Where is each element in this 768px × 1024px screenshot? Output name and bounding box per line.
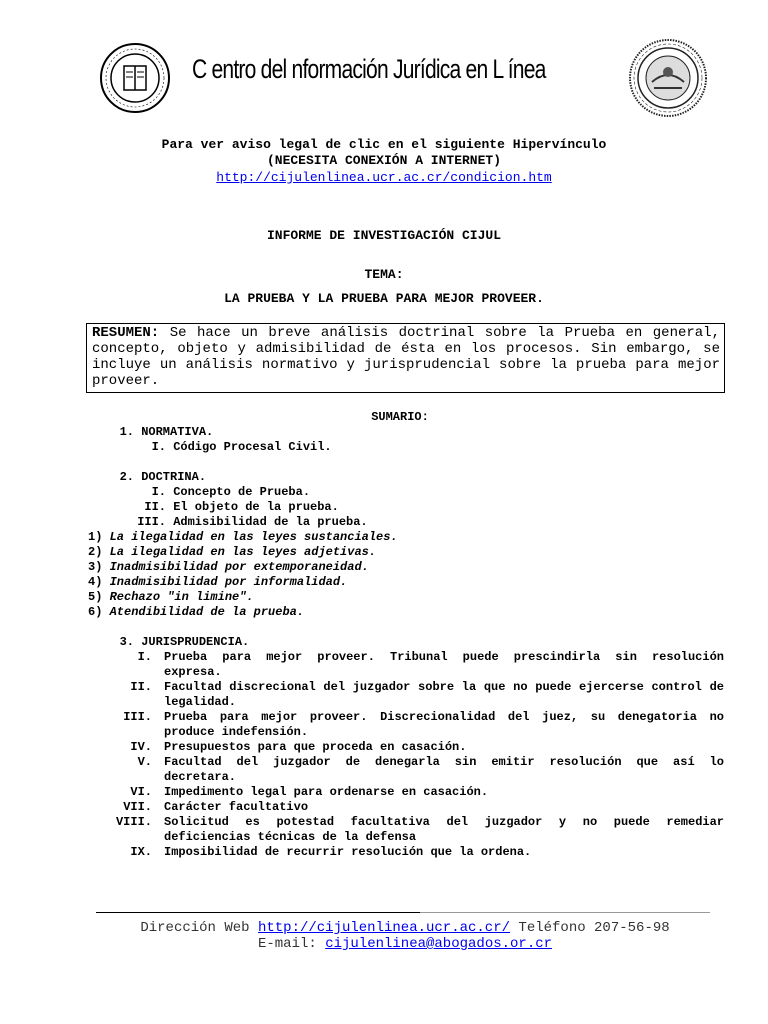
- footer-web-link[interactable]: http://cijulenlinea.ucr.ac.cr/: [257, 920, 511, 936]
- universidad-seal-icon: [628, 38, 708, 118]
- list-item: [92, 515, 724, 530]
- colegio-abogados-seal-icon: [99, 42, 171, 114]
- sub-item: [88, 605, 720, 620]
- item-text: Código Procesal Civil.: [173, 440, 332, 454]
- item-number: IV.: [130, 740, 152, 754]
- item-number: I.: [151, 485, 166, 499]
- resumen-label: RESUMEN:: [92, 325, 160, 341]
- sumario-list: [88, 425, 724, 860]
- section-number: 1.: [119, 425, 134, 439]
- sub-item-number: 1): [88, 530, 103, 544]
- section-normativa: [92, 425, 724, 440]
- item-text: Imposibilidad de recurrir resolución que la ordena.: [164, 845, 532, 859]
- list-item: [92, 800, 724, 815]
- footer-web-line: [0, 920, 768, 936]
- footer-web-label: Dirección Web: [140, 920, 250, 936]
- footer-email-link[interactable]: cijulenlinea@abogados.or.cr: [325, 936, 553, 952]
- item-number: VII.: [123, 800, 152, 814]
- list-item: [92, 845, 724, 860]
- section-number: 2.: [119, 470, 134, 484]
- legal-notice-link-wrap: [0, 170, 768, 185]
- item-number: III.: [123, 710, 152, 724]
- section-label: NORMATIVA.: [141, 425, 214, 439]
- list-item: [92, 710, 724, 740]
- sub-item-text: Inadmisibilidad por extemporaneidad.: [109, 560, 369, 574]
- sub-item-text: Atendibilidad de la prueba.: [109, 605, 305, 619]
- list-item: [92, 740, 724, 755]
- report-title: INFORME DE INVESTIGACIÓN CIJUL: [266, 228, 502, 243]
- sub-item: [88, 560, 720, 575]
- list-item: [92, 650, 724, 680]
- page-header: [0, 0, 768, 130]
- item-number: I.: [151, 440, 166, 454]
- sub-item: [88, 530, 720, 545]
- item-text: Facultad discrecional del juzgador sobre la que no puede ejercerse control de legalidad.: [164, 680, 724, 709]
- section-label: JURISPRUDENCIA.: [141, 635, 250, 649]
- list-item: [92, 500, 724, 515]
- legal-notice-link[interactable]: http://cijulenlinea.ucr.ac.cr/condicion.htm: [216, 170, 552, 185]
- sumario-title: SUMARIO:: [371, 410, 429, 424]
- footer-phone: Teléfono 207-56-98: [518, 920, 670, 936]
- item-text: Carácter facultativo: [164, 800, 309, 814]
- sub-item: [88, 575, 720, 590]
- section-doctrina: [92, 470, 724, 485]
- item-text: Solicitud es potestad facultativa del juzgador y no puede remediar deficiencias técnicas de la defensa: [164, 815, 724, 844]
- item-text: Prueba para mejor proveer. Discrecionalidad del juez, su denegatoria no produce indefensión.: [164, 710, 724, 739]
- resumen-box: [86, 323, 725, 393]
- sub-item: [88, 545, 720, 560]
- sub-item-number: 6): [88, 605, 103, 619]
- item-number: IX.: [130, 845, 152, 859]
- sub-item-text: Rechazo "in limine".: [109, 590, 254, 604]
- sub-item-text: La ilegalidad en las leyes adjetivas.: [109, 545, 377, 559]
- list-item: [92, 755, 724, 785]
- sub-item-number: 5): [88, 590, 103, 604]
- item-text: Admisibilidad de la prueba.: [173, 515, 368, 529]
- section-jurisprudencia: [92, 635, 724, 650]
- section-number: 3.: [119, 635, 134, 649]
- item-text: Facultad del juzgador de denegarla sin emitir resolución que así lo decretara.: [164, 755, 724, 784]
- sub-item-number: 4): [88, 575, 103, 589]
- tema-title: LA PRUEBA Y LA PRUEBA PARA MEJOR PROVEER.: [224, 291, 544, 306]
- sub-item-text: Inadmisibilidad por informalidad.: [109, 575, 348, 589]
- item-number: I.: [137, 650, 152, 664]
- item-text: Impedimento legal para ordenarse en casación.: [164, 785, 489, 799]
- sub-item-number: 3): [88, 560, 103, 574]
- item-text: Presupuestos para que proceda en casación.: [164, 740, 467, 754]
- sub-item-text: La ilegalidad en las leyes sustanciales.: [109, 530, 398, 544]
- list-item: [92, 440, 724, 455]
- list-item: [92, 485, 724, 500]
- list-item: [92, 680, 724, 710]
- sub-item: [88, 590, 720, 605]
- item-number: VIII.: [115, 815, 152, 829]
- item-text: Concepto de Prueba.: [173, 485, 311, 499]
- item-text: El objeto de la prueba.: [173, 500, 339, 514]
- list-item: [92, 815, 724, 845]
- item-number: III.: [137, 515, 166, 529]
- site-title: C entro del nformación Jurídica en L ínea: [192, 54, 546, 84]
- footer-divider-shade: [420, 912, 710, 913]
- item-number: II.: [144, 500, 166, 514]
- list-item: [92, 785, 724, 800]
- item-number: VI.: [130, 785, 152, 799]
- resumen-text: Se hace un breve análisis doctrinal sobre la Prueba en general, concepto, objeto y admisibilidad de ésta en los procesos. Sin embargo, se incluye un análisis normativo y jurisprudencial sobre la prueba para mejor proveer.: [92, 325, 720, 389]
- connection-notice: (NECESITA CONEXIÓN A INTERNET): [266, 153, 502, 168]
- legal-notice-line: Para ver aviso legal de clic en el siguiente Hipervínculo: [161, 137, 607, 152]
- section-label: DOCTRINA.: [141, 470, 207, 484]
- sub-item-number: 2): [88, 545, 103, 559]
- footer-email-line: [0, 936, 768, 952]
- tema-label: TEMA:: [364, 267, 404, 282]
- item-number: V.: [137, 755, 152, 769]
- item-number: II.: [130, 680, 152, 694]
- item-text: Prueba para mejor proveer. Tribunal puede prescindirla sin resolución expresa.: [164, 650, 724, 679]
- footer-email-label: E-mail:: [257, 936, 317, 952]
